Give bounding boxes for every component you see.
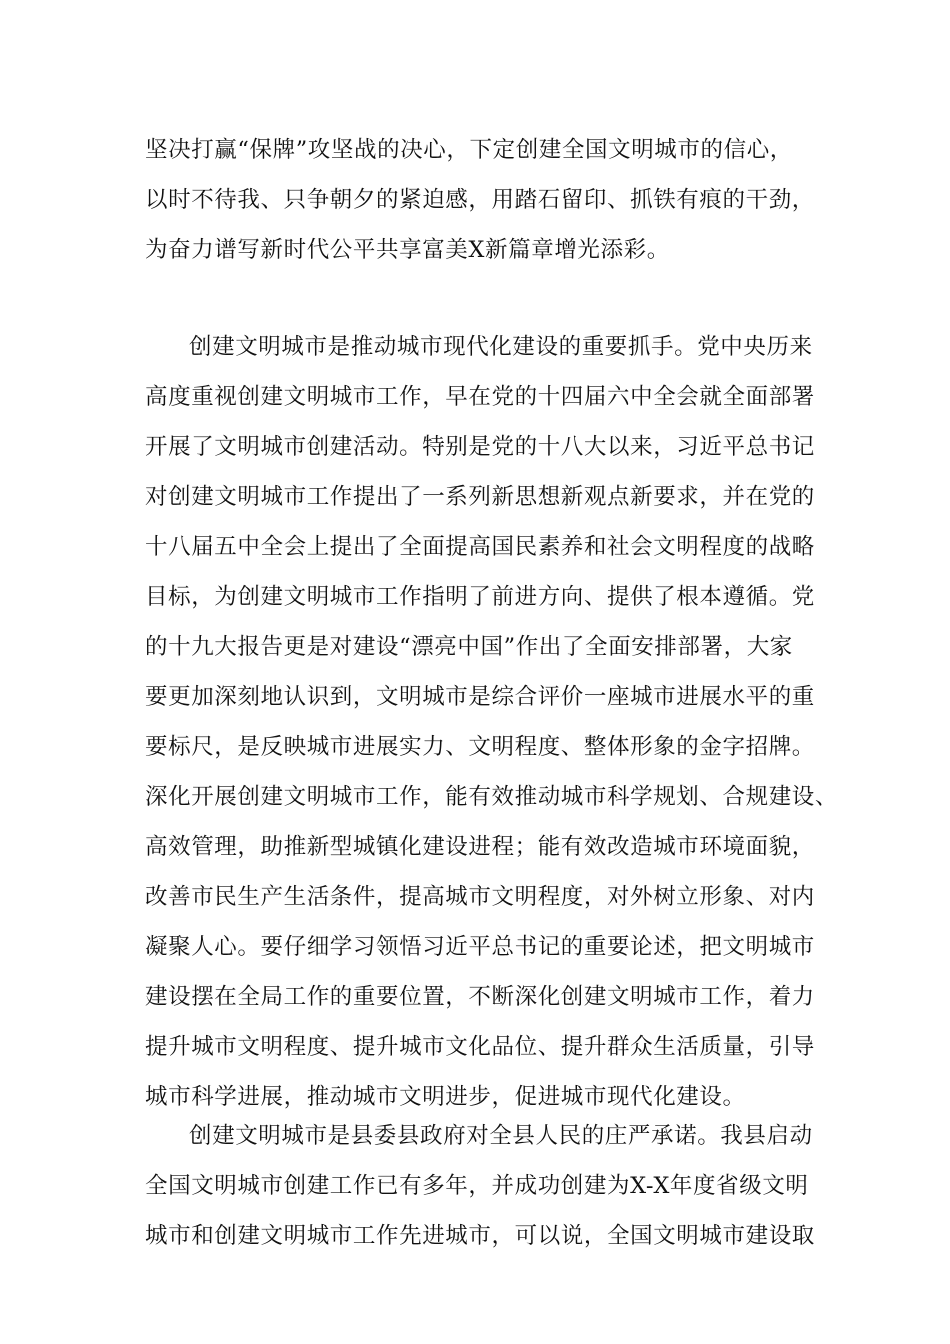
text-line: 目标，为创建文明城市工作指明了前进方向、提供了根本遵循。党	[145, 584, 815, 610]
paragraph-county-commitment	[145, 1111, 835, 1261]
text-line: 的十九大报告更是对建设“漂亮中国”作出了全面安排部署，大家	[145, 634, 793, 660]
text-line: 为奋力谱写新时代公平共享富美X新篇章增光添彩。	[145, 237, 670, 263]
text-line: 开展了文明城市创建活动。特别是党的十八大以来，习近平总书记	[145, 434, 815, 460]
text-line: 提升城市文明程度、提升城市文化品位、提升群众生活质量，引导	[145, 1034, 815, 1060]
text-line: 深化开展创建文明城市工作，能有效推动城市科学规划、合规建设、	[145, 784, 839, 810]
text-line: 坚决打赢“保牌”攻坚战的决心，下定创建全国文明城市的信心，	[145, 137, 793, 163]
paragraph-civilized-city-importance	[145, 322, 839, 1122]
text-line: 以时不待我、只争朝夕的紧迫感，用踏石留印、抓铁有痕的干劲，	[145, 187, 815, 213]
text-line: 凝聚人心。要仔细学习领悟习近平总书记的重要论述，把文明城市	[145, 934, 815, 960]
text-line: 创建文明城市是推动城市现代化建设的重要抓手。党中央历来	[189, 334, 813, 360]
text-line: 对创建文明城市工作提出了一系列新思想新观点新要求，并在党的	[145, 484, 815, 510]
text-line: 建设摆在全局工作的重要位置，不断深化创建文明城市工作，着力	[145, 984, 815, 1010]
paragraph-continued	[145, 125, 835, 275]
text-line: 高度重视创建文明城市工作，早在党的十四届六中全会就全面部署	[145, 384, 815, 410]
text-line: 十八届五中全会上提出了全面提高国民素养和社会文明程度的战略	[145, 534, 815, 560]
text-line: 高效管理，助推新型城镇化建设进程；能有效改造城市环境面貌，	[145, 834, 815, 860]
text-line: 城市和创建文明城市工作先进城市，可以说，全国文明城市建设取	[145, 1223, 815, 1249]
text-line: 城市科学进展，推动城市文明进步，促进城市现代化建设。	[145, 1084, 746, 1110]
text-line: 要标尺，是反映城市进展实力、文明程度、整体形象的金字招牌。	[145, 734, 815, 760]
text-line: 要更加深刻地认识到，文明城市是综合评价一座城市进展水平的重	[145, 684, 815, 710]
text-line: 创建文明城市是县委县政府对全县人民的庄严承诺。我县启动	[189, 1123, 813, 1149]
text-line: 全国文明城市创建工作已有多年，并成功创建为X-X年度省级文明	[145, 1173, 809, 1199]
text-line: 改善市民生产生活条件，提高城市文明程度，对外树立形象、对内	[145, 884, 815, 910]
